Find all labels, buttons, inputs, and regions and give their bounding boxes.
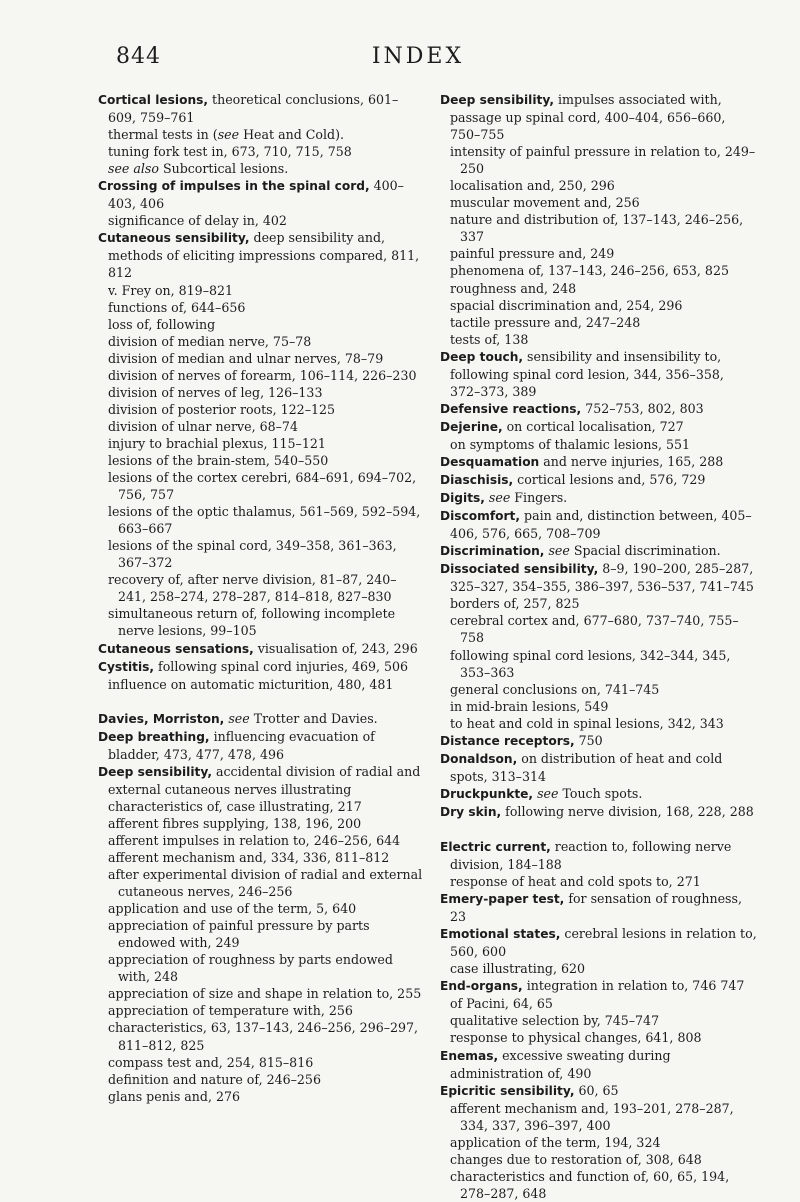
entry-heading: Electric current, [440, 839, 551, 854]
index-subentry: qualitative selection by, 745–747 [450, 1013, 660, 1029]
entry-heading: Discrimination, [440, 544, 545, 559]
index-subentry: tests of, 138 [450, 331, 529, 347]
index-subentry: division of nerves of forearm, 106–114, 226–230 [108, 367, 417, 383]
index-subentry: recovery of, after nerve division, 81–87, 240–241, 258–274, 278–287, 814–818, 827–830 [108, 572, 397, 605]
entry-heading: Deep breathing, [98, 729, 210, 744]
index-entry: Digits, see Fingers. [440, 490, 568, 506]
index-subentry: phenomena of, 137–143, 246–256, 653, 825 [450, 263, 729, 279]
index-entry: Emery-paper test, for sensation of roughness, 23 [440, 891, 742, 925]
index-entry: Donaldson, on distribution of heat and cold spots, 313–314 [440, 750, 723, 784]
index-subentry: thermal tests in (see Heat and Cold). [108, 127, 344, 143]
entry-heading: Deep sensibility, [440, 93, 554, 107]
index-subentry: influence on automatic micturition, 480, 481 [108, 676, 394, 692]
index-entry: Dissociated sensibility, 8–9, 190–200, 285–287, 325–327, 354–355, 386–397, 536–537, 741–745 [440, 561, 754, 595]
index-subentry: changes due to restoration of, 308, 648 [450, 1151, 702, 1167]
index-subentry: intensity of painful pressure in relation to, 249–250 [450, 144, 756, 177]
index-subentry: lesions of the optic thalamus, 561–569, 592–594, 663–667 [108, 504, 421, 537]
index-entry: Emotional states, cerebral lesions in relation to, 560, 600 [440, 926, 757, 960]
index-subentry: afferent mechanism and, 334, 336, 811–812 [108, 850, 390, 866]
index-subentry: lesions of the cortex cerebri, 684–691, 694–702, 756, 757 [108, 470, 417, 503]
index-entry: Cutaneous sensibility, deep sensibility and, methods of eliciting impressions compared, 811, 812 [98, 230, 420, 281]
index-subentry: appreciation of size and shape in relation to, 255 [108, 986, 422, 1002]
index-subentry: definition and nature of, 246–256 [108, 1071, 321, 1087]
cross-reference: see [228, 710, 250, 726]
index-subentry: application of the term, 194, 324 [450, 1134, 661, 1150]
index-subentry: glans penis and, 276 [108, 1088, 241, 1104]
cross-reference: see [537, 785, 559, 801]
index-column-left [98, 91, 423, 1105]
entry-heading: Cystitis, [98, 659, 155, 674]
index-entry: Dejerine, on cortical localisation, 727 [440, 418, 684, 434]
index-entry: Deep breathing, influencing evacuation of bladder, 473, 477, 478, 496 [98, 728, 375, 762]
index-subentry: afferent fibres supplying, 138, 196, 200 [108, 815, 362, 831]
index-entry: Desquamation and nerve injuries, 165, 288 [440, 453, 724, 469]
entry-heading: Digits, [440, 491, 485, 506]
index-entry: Davies, Morriston, see Trotter and Davies. [98, 710, 378, 726]
entry-heading: Dejerine, [440, 419, 503, 434]
index-subentry: muscular movement and, 256 [450, 195, 640, 211]
index-entry: Deep sensibility, accidental division of radial and external cutaneous nerves illustrating characteristics of, case illustrating, 217 [98, 763, 421, 814]
entry-heading: Emotional states, [440, 927, 561, 942]
index-subentry: spacial discrimination and, 254, 296 [450, 297, 683, 313]
index-entry: Crossing of impulses in the spinal cord, 400–403, 406 [98, 178, 404, 212]
index-entry: Cortical lesions, theoretical conclusions, 601–609, 759–761 [98, 92, 399, 126]
index-subentry: nature and distribution of, 137–143, 246–256, 337 [450, 212, 744, 245]
index-subentry: tuning fork test in, 673, 710, 715, 758 [108, 144, 352, 160]
index-subentry: following spinal cord lesions, 342–344, 345, 353–363 [450, 647, 731, 680]
index-subentry: roughness and, 248 [450, 280, 577, 296]
entry-heading: End-organs, [440, 979, 523, 994]
index-entry: Cystitis, following spinal cord injuries, 469, 506 [98, 658, 409, 674]
index-subentry: division of posterior roots, 122–125 [108, 401, 336, 417]
index-subentry: functions of, 644–656 [108, 299, 246, 315]
entry-heading: Donaldson, [440, 751, 518, 766]
index-subentry: division of ulnar nerve, 68–74 [108, 418, 298, 434]
index-entry: End-organs, integration in relation to, 746 747 [440, 978, 745, 994]
index-subentry: lesions of the brain-stem, 540–550 [108, 452, 329, 468]
index-entry: Diaschisis, cortical lesions and, 576, 729 [440, 472, 706, 488]
index-subentry: simultaneous return of, following incomplete nerve lesions, 99–105 [108, 606, 396, 639]
index-subentry: division of median nerve, 75–78 [108, 333, 312, 349]
index-subentry: injury to brachial plexus, 115–121 [108, 435, 326, 451]
index-subentry: borders of, 257, 825 [450, 596, 580, 612]
entry-heading: Cutaneous sensations, [98, 641, 254, 656]
index-subentry: compass test and, 254, 815–816 [108, 1054, 314, 1070]
entry-heading: Druckpunkte, [440, 786, 534, 801]
index-entry: Deep sensibility, impulses associated with, passage up spinal cord, 400–404, 656–660, 750–755 [440, 92, 726, 143]
index-subentry: tactile pressure and, 247–248 [450, 314, 641, 330]
index-subentry: appreciation of painful pressure by parts endowed with, 249 [108, 918, 370, 951]
index-subentry: painful pressure and, 249 [450, 246, 615, 262]
index-subentry: appreciation of temperature with, 256 [108, 1003, 353, 1019]
index-entry: Epicritic sensibility, 60, 65 [440, 1082, 619, 1098]
index-subentry: v. Frey on, 819–821 [108, 282, 234, 298]
index-subentry: on symptoms of thalamic lesions, 551 [450, 436, 690, 452]
entry-heading: Dissociated sensibility, [440, 562, 599, 577]
entry-heading: Enemas, [440, 1048, 499, 1063]
entry-heading: Dry skin, [440, 804, 502, 819]
index-subentry: response to physical changes, 641, 808 [450, 1030, 702, 1046]
entry-heading: Cortical lesions, [98, 93, 209, 107]
index-entry: Discomfort, pain and, distinction between, 405–406, 576, 665, 708–709 [440, 508, 752, 542]
entry-heading: Cutaneous sensibility, [98, 231, 250, 246]
entry-heading: Discomfort, [440, 509, 520, 524]
entry-heading: Crossing of impulses in the spinal cord, [98, 179, 370, 194]
entry-heading: Desquamation [440, 454, 540, 469]
index-subentry: cerebral cortex and, 677–680, 737–740, 755–758 [450, 613, 739, 646]
index-subentry: case illustrating, 620 [450, 961, 586, 977]
cross-reference: see [548, 543, 570, 559]
index-subentry: appreciation of roughness by parts endowed with, 248 [108, 952, 393, 985]
index-subentry: afferent impulses in relation to, 246–256, 644 [108, 832, 401, 848]
index-subentry: see also Subcortical lesions. [108, 161, 289, 177]
index-entry: Deep touch, sensibility and insensibility to, following spinal cord lesion, 344, 356–358, 372–373, 389 [440, 348, 724, 399]
index-entry: Electric current, reaction to, following nerve division, 184–188 [440, 838, 732, 873]
index-subentry: significance of delay in, 402 [108, 213, 287, 229]
entry-heading: Deep touch, [440, 349, 524, 364]
index-subentry: characteristics, 63, 137–143, 246–256, 296–297, 811–812, 825 [108, 1020, 419, 1053]
index-subentry: lesions of the spinal cord, 349–358, 361–363, 367–372 [108, 538, 397, 571]
index-subentry: response of heat and cold spots to, 271 [450, 874, 701, 890]
page-header [116, 44, 720, 78]
index-subentry: afferent mechanism and, 193–201, 278–287, 334, 337, 396–397, 400 [450, 1100, 734, 1133]
index-subentry: characteristics and function of, 60, 65, 194, 278–287, 648 [450, 1168, 730, 1201]
index-entry: Discrimination, see Spacial discrimination. [440, 543, 721, 559]
entry-heading: Deep sensibility, [98, 764, 212, 779]
index-subentry: general conclusions on, 741–745 [450, 681, 660, 697]
index-entry: Enemas, excessive sweating during administration of, 490 [440, 1047, 671, 1081]
cross-reference: see [217, 127, 240, 143]
cross-reference: see also [108, 161, 159, 177]
cross-reference: see [488, 490, 511, 506]
entry-heading: Davies, Morriston, [98, 711, 225, 726]
index-column-right [440, 91, 757, 1202]
index-entry: Druckpunkte, see Touch spots. [440, 785, 643, 801]
entry-heading: Epicritic sensibility, [440, 1083, 575, 1098]
index-subentry: division of median and ulnar nerves, 78–79 [108, 350, 384, 366]
index-entry: Dry skin, following nerve division, 168, 228, 288 [440, 803, 754, 819]
index-subentry: division of nerves of leg, 126–133 [108, 384, 323, 400]
entry-heading: Defensive reactions, [440, 401, 582, 416]
index-subentry: localisation and, 250, 296 [450, 178, 615, 194]
index-subentry: application and use of the term, 5, 640 [108, 901, 357, 917]
index-subentry: loss of, following [108, 316, 216, 332]
entry-heading: Emery-paper test, [440, 892, 565, 907]
index-subentry: to heat and cold in spinal lesions, 342, 343 [450, 715, 724, 731]
page-title: INDEX [371, 44, 465, 69]
index-entry: Distance receptors, 750 [440, 732, 603, 748]
page-number: 844 [116, 44, 161, 69]
entry-heading: Distance receptors, [440, 733, 575, 748]
index-subentry: of Pacini, 64, 65 [450, 996, 553, 1012]
index-subentry: in mid-brain lesions, 549 [450, 698, 609, 714]
index-entry: Cutaneous sensations, visualisation of, 243, 296 [98, 640, 418, 656]
index-entry: Defensive reactions, 752–753, 802, 803 [440, 400, 704, 416]
index-subentry: after experimental division of radial and external cutaneous nerves, 246–256 [108, 867, 423, 900]
entry-heading: Diaschisis, [440, 473, 514, 488]
